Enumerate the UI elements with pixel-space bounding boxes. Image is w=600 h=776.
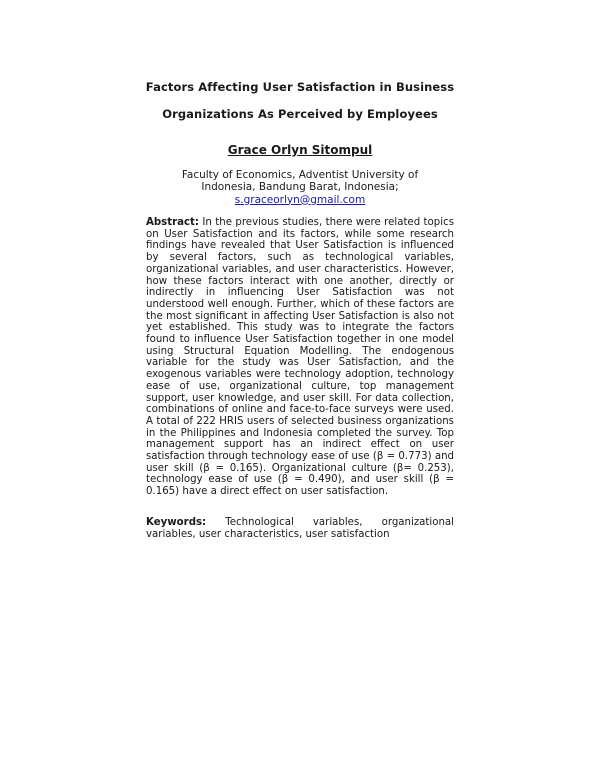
keywords-text: Technological variables, organizational variables, user characteristics, user satisfaction bbox=[146, 517, 454, 540]
affiliation-line-2: Indonesia, Bandung Barat, Indonesia; bbox=[201, 181, 399, 194]
keywords-paragraph bbox=[146, 517, 454, 540]
author-email-link[interactable]: s.graceorlyn@gmail.com bbox=[234, 193, 366, 206]
keywords-label: Keywords: bbox=[146, 517, 207, 528]
abstract-paragraph bbox=[146, 217, 454, 498]
author-name: Grace Orlyn Sitompul bbox=[227, 143, 373, 157]
author-affiliation bbox=[0, 169, 600, 206]
abstract-label: Abstract: bbox=[146, 217, 199, 228]
affiliation-line-1: Faculty of Economics, Adventist University of bbox=[181, 169, 419, 181]
abstract-text: In the previous studies, there were related topics on User Satisfaction and its factors, while some research findings have revealed that User Satisfaction is influenced by several factors, such as technological variables, organizational variables, and user characteristics. However, how these factors interact with one another, directly or indirectly in influencing User Satisfaction was not understood well enough. Further, which of these factors are the most significant in affecting User Satisfaction is also not yet established. This study was to integrate the factors found to influence User Satisfaction together in one model using Structural Equation Modelling. The endogenous variable for the study was User Satisfaction, and the exogenous variables were technology adoption, technology ease of use, organizational culture, top management support, user knowledge, and user skill. For data collection, combinations of online and face-to-face surveys were used. A total of 222 HRIS users of selected business organizations in the Philippines and Indonesia completed the survey. Top management support has an indirect effect on user satisfaction through technology ease of use (β = 0.773) and user skill (β = 0.165). Organizational culture (β= 0.253), technology ease of use (β = 0.490), and user skill (β = 0.165) have a direct effect on user satisfaction. bbox=[146, 217, 454, 498]
paper-title-line-1: Factors Affecting User Satisfaction in Business bbox=[145, 80, 455, 94]
paper-title-line-2: Organizations As Perceived by Employees bbox=[162, 107, 438, 121]
